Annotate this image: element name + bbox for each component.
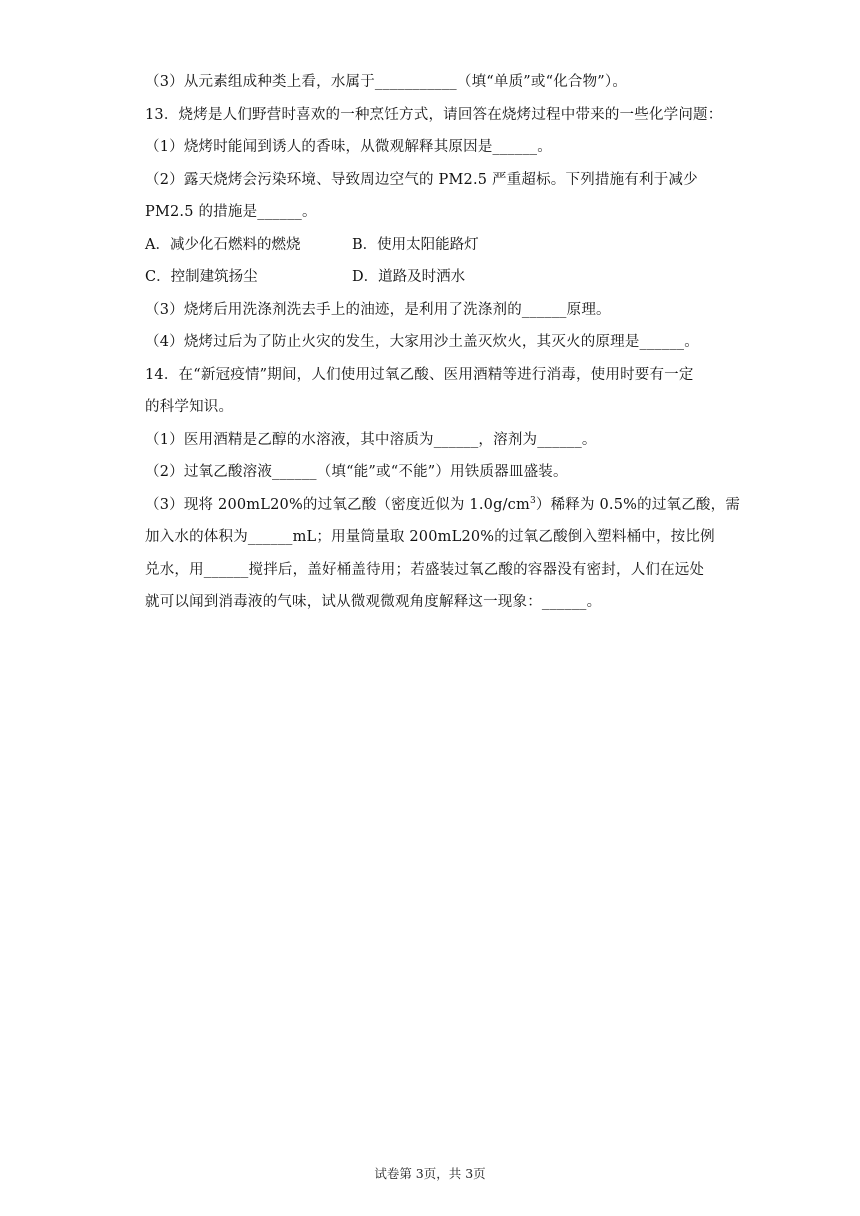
q13-part4: （4）烧烤过后为了防止火灾的发生，大家用沙土盖灭炊火，其灭火的原理是______。 [145, 334, 699, 350]
option-d: D．道路及时洒水 [352, 269, 466, 285]
q13-part2-line1: （2）露天烧烤会污染环境、导致周边空气的 PM2.5 严重超标。下列措施有利于减少 [145, 171, 698, 188]
option-a: A．减少化石燃料的燃烧 [145, 236, 301, 253]
q14-part1: （1）医用酒精是乙醇的水溶液，其中溶质为______，溶剂为______。 [145, 431, 597, 448]
question-content [145, 66, 741, 619]
option-b: B．使用太阳能路灯 [352, 236, 479, 253]
q14-part3-text-b: ）稀释为 0.5%的过氧乙酸，需 [535, 496, 741, 513]
superscript-exponent: 3 [529, 495, 536, 506]
q14-part3-line4: 就可以闻到消毒液的气味，试从微观微观角度解释这一现象：______。 [145, 594, 602, 610]
q14-part3-line2: 加入水的体积为______mL；用量筒量取 200mL20%的过氧乙酸倒入塑料桶中，按比例 [145, 529, 715, 545]
q14-stem-line1: 14．在“新冠疫情”期间，人们使用过氧乙酸、医用酒精等进行消毒，使用时要有一定 [145, 366, 694, 383]
q13-part2-line2: PM2.5 的措施是______。 [145, 204, 317, 220]
q13-stem: 13．烧烤是人们野营时喜欢的一种烹饪方式，请回答在烧烤过程中带来的一些化学问题： [145, 106, 723, 123]
q13-options-row-1 [145, 229, 720, 262]
q14-part3-text-a: （3）现将 200mL20%的过氧乙酸（密度近似为 1.0g/cm [145, 496, 530, 513]
q13-part3: （3）烧烤后用洗涤剂洗去手上的油迹，是利用了洗涤剂的______原理。 [145, 301, 611, 318]
page-footer: 试卷第 3页，共 3页 [374, 1166, 486, 1181]
option-c: C．控制建筑扬尘 [145, 269, 258, 285]
q14-stem-line2: 的科学知识。 [145, 399, 234, 415]
q12-part3: （3）从元素组成种类上看，水属于___________（填“单质”或“化合物”）。 [145, 74, 628, 90]
q13-part1: （1）烧烤时能闻到诱人的香味，从微观解释其原因是______。 [145, 139, 552, 155]
q13-options-row-2 [145, 261, 720, 294]
q14-part2: （2）过氧乙酸溶液______（填“能”或“不能”）用铁质器皿盛装。 [145, 464, 568, 480]
q14-part3-line1 [145, 489, 741, 522]
q14-part3-line3: 兑水，用______搅拌后，盖好桶盖待用；若盛装过氧乙酸的容器没有密封，人们在远处 [145, 561, 705, 578]
